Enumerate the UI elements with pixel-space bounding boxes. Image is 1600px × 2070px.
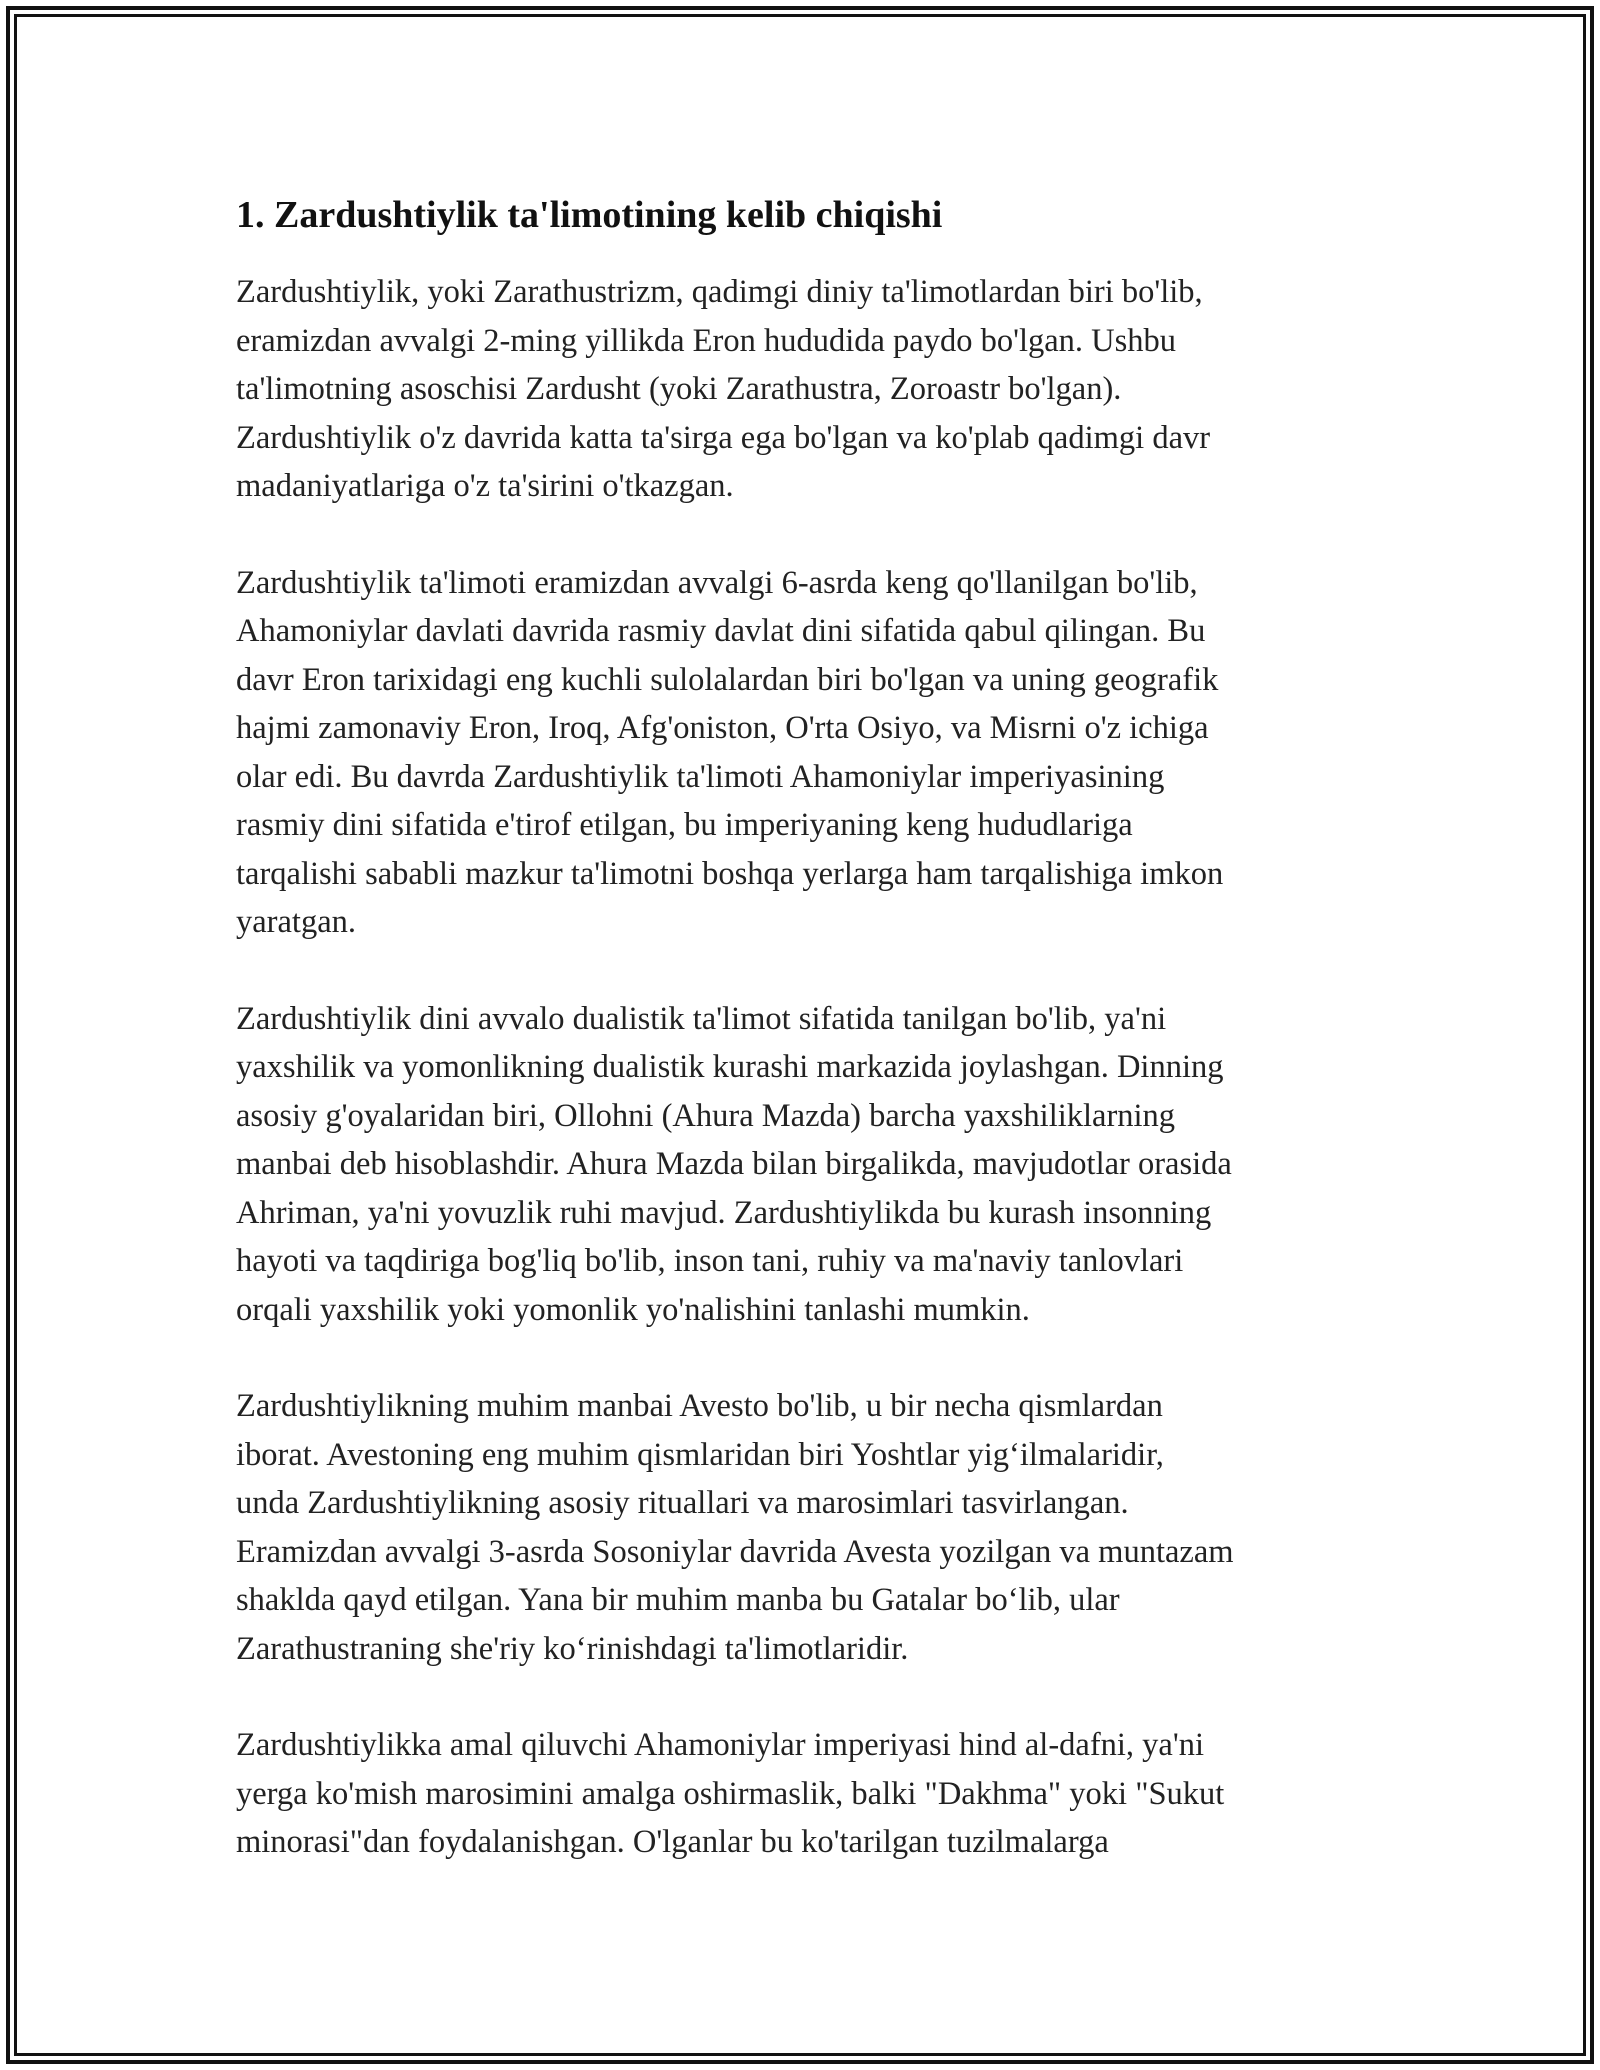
document-body xyxy=(236,190,1376,1915)
paragraph xyxy=(236,559,1376,947)
paragraph-line: Zardushtiylik, yoki Zarathustrizm, qadimgi diniy ta'limotlardan biri bo'lib, xyxy=(236,274,1203,310)
paragraph-list xyxy=(236,268,1376,1867)
paragraph-line: Zardushtiylikning muhim manbai Avesto bo'lib, u bir necha qismlardan xyxy=(236,1388,1163,1424)
paragraph-line: shaklda qayd etilgan. Yana bir muhim manba bu Gatalar bo‘lib, ular xyxy=(236,1582,1120,1618)
paragraph-line: tarqalishi sababli mazkur ta'limotni boshqa yerlarga ham tarqalishiga imkon xyxy=(236,855,1224,892)
paragraph-line: yerga ko'mish marosimini amalga oshirmaslik, balki "Dakhma" yoki "Sukut xyxy=(236,1775,1225,1812)
paragraph-line: davr Eron tarixidagi eng kuchli sulolalardan biri bo'lgan va uning geografik xyxy=(236,661,1219,698)
paragraph-line: yaxshilik va yomonlikning dualistik kurashi markazida joylashgan. Dinning xyxy=(236,1049,1224,1085)
paragraph-line: madaniyatlariga o'z ta'sirini o'tkazgan. xyxy=(236,468,734,504)
paragraph xyxy=(236,995,1376,1335)
paragraph-line: Zardushtiylikka amal qiluvchi Ahamoniylar imperiyasi hind al-dafni, ya'ni xyxy=(236,1727,1204,1763)
paragraph-line: ta'limotning asoschisi Zardusht (yoki Zarathustra, Zoroastr bo'lgan). xyxy=(236,371,1122,407)
section-heading: 1. Zardushtiylik ta'limotining kelib chiqishi xyxy=(236,194,943,236)
paragraph-line: rasmiy dini sifatida e'tirof etilgan, bu imperiyaning keng hududlariga xyxy=(236,807,1133,843)
paragraph-line: asosiy g'oyalaridan biri, Ollohni (Ahura Mazda) barcha yaxshiliklarning xyxy=(236,1097,1176,1134)
paragraph-line: iborat. Avestoning eng muhim qismlaridan biri Yoshtlar yig‘ilmalaridir, xyxy=(236,1436,1164,1473)
paragraph-line: unda Zardushtiylikning asosiy rituallari va marosimlari tasvirlangan. xyxy=(236,1485,1129,1521)
paragraph xyxy=(236,268,1376,511)
paragraph-line: olar edi. Bu davrda Zardushtiylik ta'limoti Ahamoniylar imperiyasining xyxy=(236,758,1165,795)
paragraph-line: manbai deb hisoblashdir. Ahura Mazda bilan birgalikda, mavjudotlar orasida xyxy=(236,1146,1232,1182)
paragraph-line: Zardushtiylik dini avvalo dualistik ta'limot sifatida tanilgan bo'lib, ya'ni xyxy=(236,1000,1167,1037)
paragraph-line: Ahriman, ya'ni yovuzlik ruhi mavjud. Zardushtiylikda bu kurash insonning xyxy=(236,1194,1212,1231)
paragraph-line: Zardushtiylik o'z davrida katta ta'sirga ega bo'lgan va ko'plab qadimgi davr xyxy=(236,419,1211,456)
paragraph-line: Zarathustraning she'riy ko‘rinishdagi ta'limotlaridir. xyxy=(236,1630,909,1667)
paragraph-line: Zardushtiylik ta'limoti eramizdan avvalgi 6-asrda keng qo'llanilgan bo'lib, xyxy=(236,564,1198,601)
paragraph-line: yaratgan. xyxy=(236,904,357,940)
paragraph-line: hayoti va taqdiriga bog'liq bo'lib, inson tani, ruhiy va ma'naviy tanlovlari xyxy=(236,1243,1184,1279)
paragraph xyxy=(236,1721,1376,1867)
paragraph-line: eramizdan avvalgi 2-ming yillikda Eron hududida paydo bo'lgan. Ushbu xyxy=(236,322,1177,359)
paragraph-line: Eramizdan avvalgi 3-asrda Sosoniylar davrida Avesta yozilgan va muntazam xyxy=(236,1533,1234,1570)
paragraph-line: hajmi zamonaviy Eron, Iroq, Afg'oniston, O'rta Osiyo, va Misrni o'z ichiga xyxy=(236,710,1209,746)
paragraph-line: minorasi"dan foydalanishgan. O'lganlar bu ko'tarilgan tuzilmalarga xyxy=(236,1824,1109,1860)
paragraph-line: Ahamoniylar davlati davrida rasmiy davlat dini sifatida qabul qilingan. Bu xyxy=(236,613,1206,649)
paragraph xyxy=(236,1382,1376,1673)
paragraph-line: orqali yaxshilik yoki yomonlik yo'nalishini tanlashi mumkin. xyxy=(236,1291,1030,1328)
